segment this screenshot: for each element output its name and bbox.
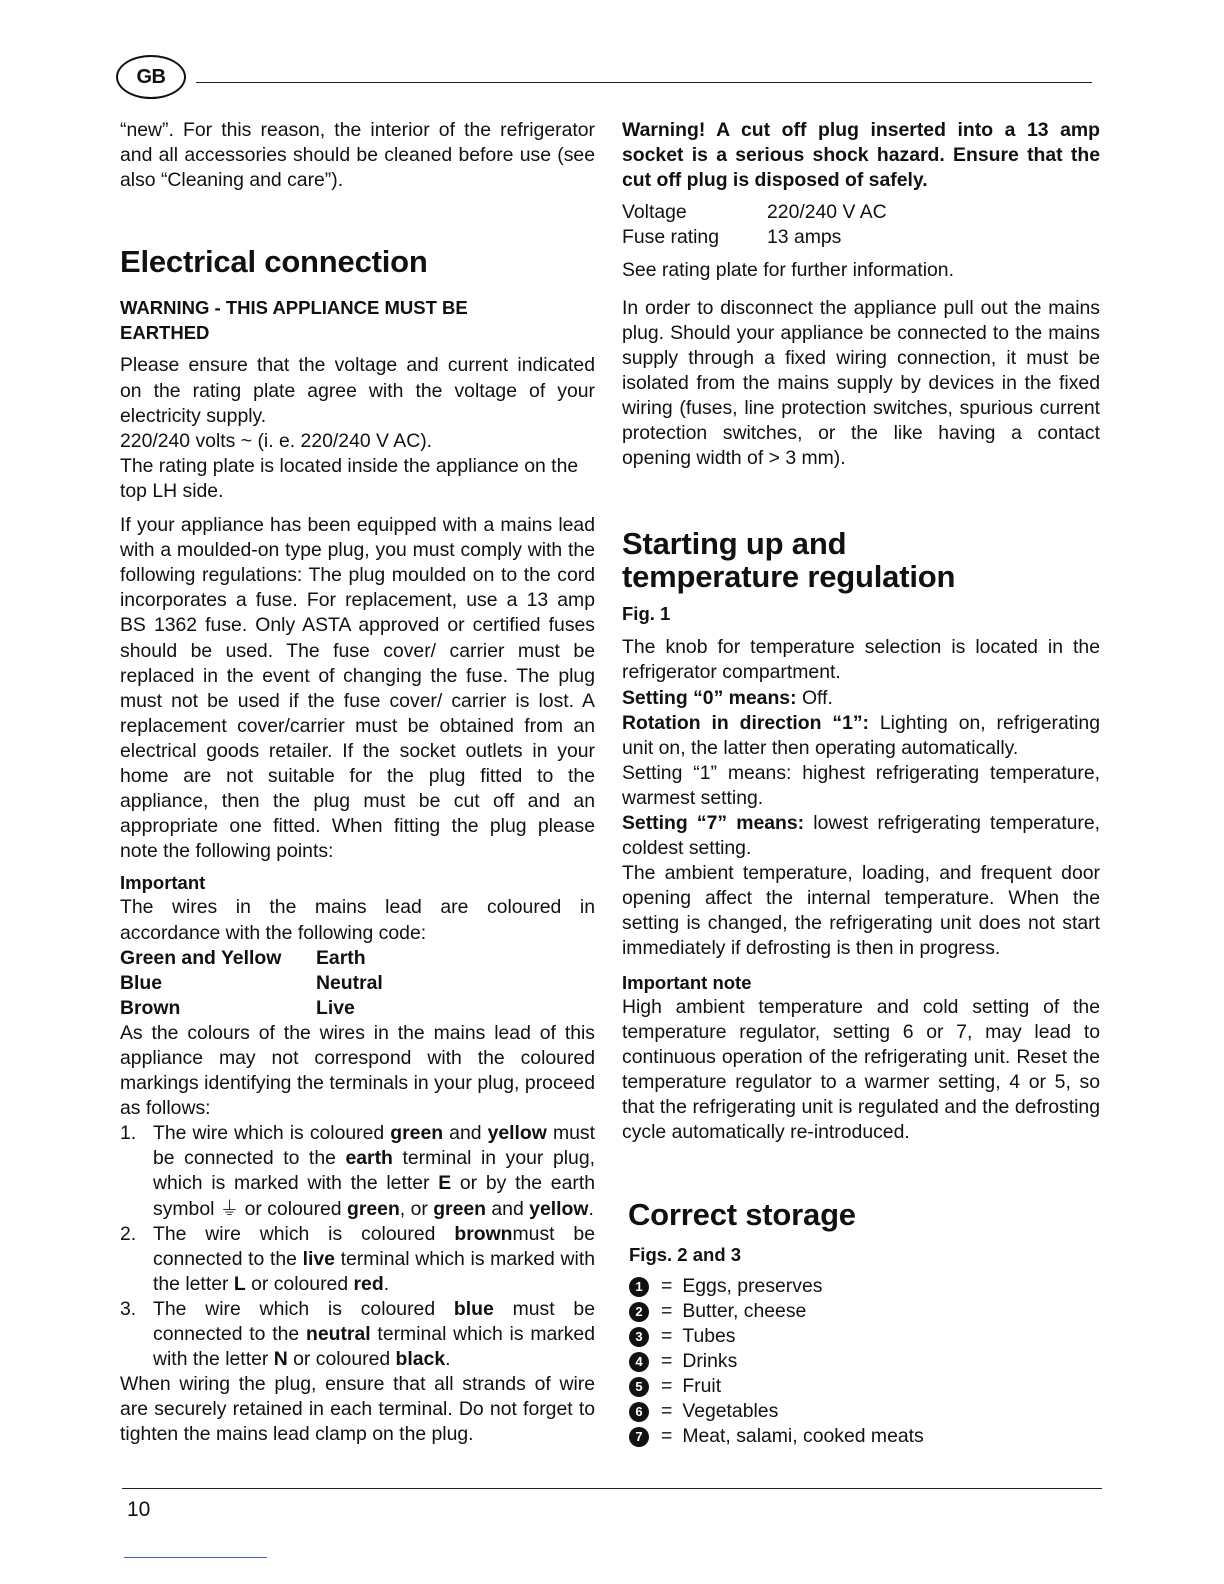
list-item [120,1297,595,1372]
list-item: 1 = Eggs, preserves [629,1274,1100,1299]
number-7-icon: 7 [629,1427,649,1447]
storage-item-label: Meat, salami, cooked meats [682,1425,924,1448]
storage-item-label: Vegetables [682,1400,779,1423]
storage-item-label: Butter, cheese [682,1300,807,1323]
storage-legend [629,1274,1100,1449]
table-row [120,946,383,971]
list-item [120,1121,595,1221]
storage-item-label: Drinks [682,1350,738,1373]
country-badge-label: GB [136,65,166,88]
table-row [622,200,887,225]
spec-table [622,200,887,250]
storage-item-label: Tubes [682,1325,736,1348]
voltage-paragraph: Please ensure that the voltage and current indicated on the rating plate agree with the voltage of your electricity supply. [120,354,595,427]
rating-info: See rating plate for further information. [622,259,954,282]
important-note-paragraph: High ambient temperature and cold setting of the temperature regulator, setting 6 or 7, may lead to continuous operation of the refrigerating unit. Reset the temperature regulator to a warmer setting, 4 or 5, so that the refrigerating unit is regulated and the defrosting cycle automatically re-introduced. [622,995,1100,1144]
important-label: Important [120,872,206,894]
wire-code-table [120,946,383,1021]
wire-colour: Brown [120,996,181,1019]
number-4-icon: 4 [629,1352,649,1372]
number-3-icon: 3 [629,1327,649,1347]
number-1-icon: 1 [629,1277,649,1297]
spec-label: Fuse rating [622,226,720,249]
setting-7-line: Setting “7” means: lowest refrigerating temperature, coldest setting. [622,811,1100,860]
setting-1-line: Setting “1” means: highest refrigerating temperature, warmest setting. [622,761,1100,809]
step-number: 2. [120,1222,137,1245]
list-item: 3 = Tubes [629,1324,1100,1349]
starting-up-heading [622,527,1100,593]
spec-value: 13 amps [767,226,842,249]
list-item: 7 = Meat, salami, cooked meats [629,1424,1100,1449]
electrical-connection-heading: Electrical connection [120,244,428,280]
intro-paragraph: “new”. For this reason, the interior of the refrigerator and all accessories should be cleaned before use (see also “Cleaning and care”). [120,119,595,192]
spec-value: 220/240 V AC [767,201,887,224]
correct-storage-heading: Correct storage [628,1197,856,1233]
footer-link-underline [124,1557,267,1558]
list-item: 2 = Butter, cheese [629,1299,1100,1324]
earthed-warning [120,295,595,345]
starting-up-heading-line2: temperature regulation [622,559,956,595]
earthed-warning-line2: EARTHED [120,322,210,344]
disconnect-paragraph: In order to disconnect the appliance pull out the mains plug. Should your appliance be connected to the mains supply through a fixed wiring connection, it must be isolated from the mains supply by devices in the fixed wiring (fuses, line protection switches, spurious current protection switches, or the like having a contact opening width of > 3 mm). [622,296,1100,470]
number-2-icon: 2 [629,1302,649,1322]
table-row [622,225,887,250]
step-number: 3. [120,1297,137,1320]
wires-paragraph: The wires in the mains lead are coloured in accordance with the following code: [120,896,595,944]
wire-colour: Blue [120,971,163,994]
rating-plate-paragraph: The rating plate is located inside the appliance on the top LH side. [120,454,579,502]
cut-off-plug-warning: Warning! A cut off plug inserted into a 13 amp socket is a serious shock hazard. Ensure that the cut off plug is disposed of safely. [622,119,1100,192]
wire-colour: Green and Yellow [120,946,282,969]
wire-meaning: Earth [316,946,366,969]
earthed-warning-line1: WARNING - THIS APPLIANCE MUST BE [120,297,468,319]
ambient-paragraph: The ambient temperature, loading, and frequent door opening affect the internal temperature. When the setting is changed, the refrigerating unit does not start immediately if defrosting is then in progress. [622,862,1100,960]
storage-item-label: Eggs, preserves [682,1275,823,1298]
wire-meaning: Neutral [316,971,383,994]
important-note-label: Important note [622,971,752,993]
number-5-icon: 5 [629,1377,649,1397]
table-row [120,996,383,1021]
step-text: The wire which is coloured blue must be connected to the neutral terminal which is marked with the letter N or coloured black. [153,1297,595,1371]
figs-2-3-label: Figs. 2 and 3 [629,1244,742,1266]
starting-up-heading-line1: Starting up and [622,526,847,562]
wiring-steps [120,1121,595,1372]
list-item: 4 = Drinks [629,1349,1100,1374]
knob-paragraph: The knob for temperature selection is located in the refrigerator compartment. [622,636,1100,684]
header-rule [196,82,1092,83]
right-column [622,118,1100,1449]
page-number: 10 [127,1498,151,1521]
spec-label: Voltage [622,201,687,224]
plug-paragraph: If your appliance has been equipped with a mains lead with a moulded-on type plug, you must comply with the following regulations: The plug moulded on to the cord incorporates a fuse. For replacement, use a 13 amp BS 1362 fuse. Only ASTA approved or certified fuses should be used. The fuse cover/ carrier must be replaced in the event of changing the fuse. The plug must not be used if the fuse cover/ carrier is lost. A replacement cover/carrier must be obtained from an electrical goods retailer. If the socket outlets in your home are not suitable for the plug fitted to the appliance, then the plug must be cut off and an appropriate one fitted. When fitting the plug please note the following points: [120,514,595,863]
wire-meaning: Live [316,996,355,1019]
list-item: 6 = Vegetables [629,1399,1100,1424]
step-text: The wire which is coloured green and yellow must be connected to the earth terminal in your plug, which is marked with the letter E or by the earth symbol ⏚ or coloured green, or green and yellow. [153,1122,595,1220]
table-row [120,971,383,996]
fig-1-label: Fig. 1 [622,603,671,625]
list-item: 5 = Fruit [629,1374,1100,1399]
number-6-icon: 6 [629,1402,649,1422]
step-text: The wire which is coloured brownmust be connected to the live terminal which is marked with the letter L or coloured red. [153,1222,595,1295]
rotation-line: Rotation in direction “1”: Lighting on, refrigerating unit on, the latter then operating automatically. [622,711,1101,759]
wiring-paragraph: When wiring the plug, ensure that all strands of wire are securely retained in each terminal. Do not forget to tighten the mains lead clamp on the plug. [120,1373,595,1446]
list-item [120,1222,595,1297]
country-badge [116,55,186,99]
setting-0-line: Setting “0” means: Off. [622,686,833,709]
left-column [120,118,595,1448]
storage-item-label: Fruit [682,1375,722,1398]
step-number: 1. [120,1122,137,1145]
colours-paragraph: As the colours of the wires in the mains lead of this appliance may not correspond with the coloured markings identifying the terminals in your plug, proceed as follows: [120,1021,595,1120]
voltage-line: 220/240 volts ~ (i. e. 220/240 V AC). [120,429,433,452]
footer-rule [122,1488,1102,1489]
